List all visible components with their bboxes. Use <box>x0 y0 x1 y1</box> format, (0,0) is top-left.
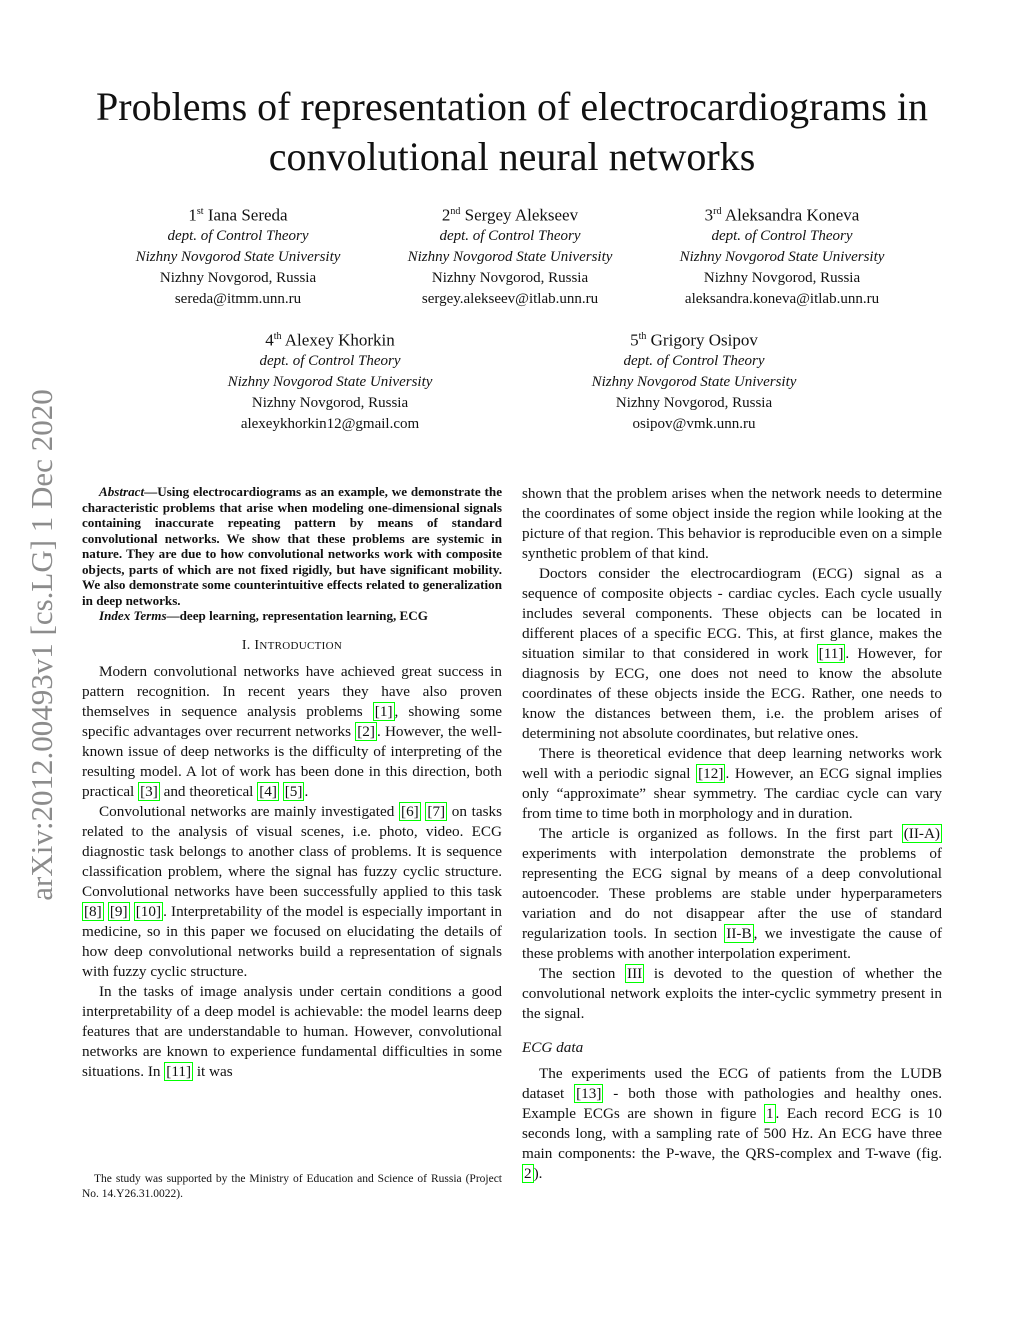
author-name: Aleksandra Koneva <box>724 205 860 225</box>
author-dept: dept. of Control Theory <box>439 227 581 244</box>
author-university: Nizhny Novgorod State University <box>407 248 613 265</box>
author-ordinal-suffix: th <box>273 331 282 342</box>
author-block-5 <box>556 326 832 435</box>
author-email: aleksandra.koneva@itlab.unn.ru <box>684 290 880 307</box>
figure-reference-link[interactable]: 2 <box>524 1165 532 1182</box>
citation-link[interactable]: [9] <box>109 902 128 920</box>
author-dept: dept. of Control Theory <box>711 227 853 244</box>
figure-reference-link[interactable]: 1 <box>765 1105 774 1122</box>
arxiv-stamp: arXiv:2012.00493v1 [cs.LG] 1 Dec 2020 <box>24 389 59 901</box>
subsection-heading-ecg-data: ECG data <box>522 1039 584 1056</box>
citation-link[interactable]: [6] <box>401 802 419 820</box>
author-ordinal-suffix: rd <box>713 206 722 217</box>
intro-paragraph-2: Convolutional networks are mainly investigated [6] [7] on tasks related to the analysis of visual scenes, i.e. photo, video. ECG diagnostic task belongs to another class of problems. It is sequence classification problem, where the signal has fuzzy cyclic structure. Convolutional networks have been successfully applied to this task [8] [9] [10] . Interpretability of the model is especially important in medicine, so in this paper we focused on elucidating the details of how deep convolutional networks build a representation of signals with fuzzy cyclic structure. <box>82 802 503 980</box>
citation-link[interactable]: [4] <box>259 782 277 800</box>
author-university: Nizhny Novgorod State University <box>591 373 797 390</box>
author-name: Alexey Khorkin <box>284 330 395 350</box>
author-dept: dept. of Control Theory <box>623 352 765 369</box>
author-ordinal: 5 <box>630 330 639 350</box>
intro-paragraph-3: In the tasks of image analysis under certain conditions a good interpretability of a deep model is achievable: the model learns deep features that are understandable to human. However, convolutional networks are known to experience fundamental difficulties in some situations. In [11] it was <box>82 982 502 1080</box>
paper-title <box>60 82 964 182</box>
section-number: I. <box>241 637 251 653</box>
citation-link[interactable]: [3] <box>140 782 158 800</box>
index-terms-label: Index Terms <box>99 608 167 623</box>
citation-link[interactable]: [8] <box>84 902 102 920</box>
author-block-2 <box>372 201 648 310</box>
citation-link[interactable]: [11] <box>166 1062 192 1080</box>
citation-link[interactable]: [1] <box>374 702 393 720</box>
author-email: alexeykhorkin12@gmail.com <box>240 415 420 432</box>
author-email: osipov@vmk.unn.ru <box>632 415 756 432</box>
paragraph-section-iii: The section III is devoted to the question of whether the convolutional network exploits the inter-cyclic symmetry present in the signal. <box>522 965 942 1022</box>
author-email: sereda@itmm.unn.ru <box>174 290 302 307</box>
author-block-4 <box>192 326 468 435</box>
author-city: Nizhny Novgorod, Russia <box>615 394 773 411</box>
citation-link[interactable]: [7] <box>427 802 446 820</box>
citation-link[interactable]: [12] <box>698 765 724 782</box>
author-city: Nizhny Novgorod, Russia <box>703 269 861 286</box>
abstract <box>82 484 502 608</box>
left-column <box>82 484 502 1082</box>
section-reference-link[interactable]: (II-A) <box>903 825 940 842</box>
author-block-3 <box>644 201 920 310</box>
author-ordinal-suffix: nd <box>450 206 461 217</box>
footnote <box>82 1172 502 1201</box>
author-ordinal: 3 <box>704 205 714 225</box>
title-line-2: convolutional neural networks <box>268 134 756 179</box>
title-line-1: Problems of representation of electrocardiograms in <box>96 84 928 129</box>
citation-link[interactable]: [5] <box>284 782 303 800</box>
citation-link[interactable]: [11] <box>818 645 844 662</box>
author-ordinal-suffix: st <box>196 206 204 217</box>
right-column <box>522 484 942 1184</box>
author-university: Nizhny Novgorod State University <box>679 248 885 265</box>
index-terms <box>82 608 502 624</box>
author-ordinal: 4 <box>265 330 274 350</box>
author-university: Nizhny Novgorod State University <box>135 248 341 265</box>
author-name: Iana Sereda <box>207 205 288 225</box>
paragraph-organization: The article is organized as follows. In the first part (II-A) experiments with interpolation demonstrate the problems of representing the ECG signal by means of a deep convolutional autoencoder. These problems are stable under hyperparameters variation and do not disappear after the use of standard regularization tools. In section II-B , we investigate the cause of these problems with another interpolation experiment. <box>522 825 942 962</box>
author-ordinal-suffix: th <box>638 331 647 342</box>
author-city: Nizhny Novgorod, Russia <box>431 269 589 286</box>
author-name: Grigory Osipov <box>650 330 758 350</box>
abstract-text: —Using electrocardiograms as an example, we demonstrate the characteristic problems that arise when modeling one-dimensional signals containing inaccurate repeating pattern by means of standard convolutional networks. We show that these problems are systemic in nature. They are due to how convolutional networks work with composite objects, parts of which are not fixed rigidly, but have significant mobility. We also demonstrate some counterintuitive effects related to generalization in deep networks. <box>82 484 502 608</box>
author-name: Sergey Alekseev <box>464 205 579 225</box>
author-city: Nizhny Novgorod, Russia <box>251 394 409 411</box>
citation-link[interactable]: [13] <box>576 1085 602 1102</box>
author-city: Nizhny Novgorod, Russia <box>159 269 317 286</box>
paragraph-continued: shown that the problem arises when the network needs to determine the coordinates of some object inside the region while looking at the picture of that region. This behavior is reproducible even on a simple synthetic problem of that kind. <box>522 485 942 562</box>
paragraph-theory: There is theoretical evidence that deep learning networks work well with a periodic signal [12] . However, an ECG signal implies only “approximate” shear symmetry. The cardiac cycle can vary from time to time both in morphology and in duration. <box>522 745 942 822</box>
author-block-1 <box>100 201 376 310</box>
author-university: Nizhny Novgorod State University <box>227 373 433 390</box>
citation-link[interactable]: [2] <box>357 722 375 740</box>
section-title-rest: NTRODUCTION <box>259 639 343 652</box>
abstract-label: Abstract <box>99 484 145 499</box>
author-ordinal: 1 <box>188 205 197 225</box>
section-heading-introduction <box>82 636 502 656</box>
author-ordinal: 2 <box>441 205 451 225</box>
author-dept: dept. of Control Theory <box>259 352 401 369</box>
section-reference-link[interactable]: II-B <box>726 925 752 942</box>
section-title-initial: I <box>254 637 260 653</box>
section-reference-link[interactable]: III <box>627 965 643 982</box>
citation-link[interactable]: [10] <box>135 902 162 920</box>
intro-paragraph-1: Modern convolutional networks have achieved great success in pattern recognition. In recent years they have also proven themselves in sequence analysis problems [1] , showing some specific advantages over recurrent networks [2] . However, the well-known issue of deep networks is the difficulty of interpreting of the resulting model. A lot of work has been done in this direction, both practical [3] and theoretical [4] [5] . <box>82 662 502 800</box>
author-email: sergey.alekseev@itlab.unn.ru <box>421 290 599 307</box>
paragraph-ecg-data: The experiments used the ECG of patients from the LUDB dataset [13] - both those with pathologies and healthy ones. Example ECGs are shown in figure 1 . Each record ECG is 10 seconds long, with a sampling rate of 500 Hz. An ECG have three main components: the P-wave, the QRS-complex and T-wave (fig. 2 ). <box>522 1065 943 1182</box>
footnote-text: The study was supported by the Ministry of Education and Science of Russia (Project No. 14.Y26.31.0022). <box>82 1173 502 1200</box>
index-terms-text: —deep learning, representation learning, ECG <box>166 608 428 623</box>
paragraph-doctors: Doctors consider the electrocardiogram (ECG) signal as a sequence of composite objects - cardiac cycles. Each cycle usually includes several components. These objects can be located in different places of a specific ECG. This, at first glance, makes the situation similar to that considered in work [11] . However, for diagnosis by ECG, one does not need to know the absolute coordinates of these objects inside the ECG. Rather, one needs to know the distances between them, i.e. the problem arises of determining not absolute coordinates, but relative ones. <box>522 565 943 742</box>
author-dept: dept. of Control Theory <box>167 227 309 244</box>
